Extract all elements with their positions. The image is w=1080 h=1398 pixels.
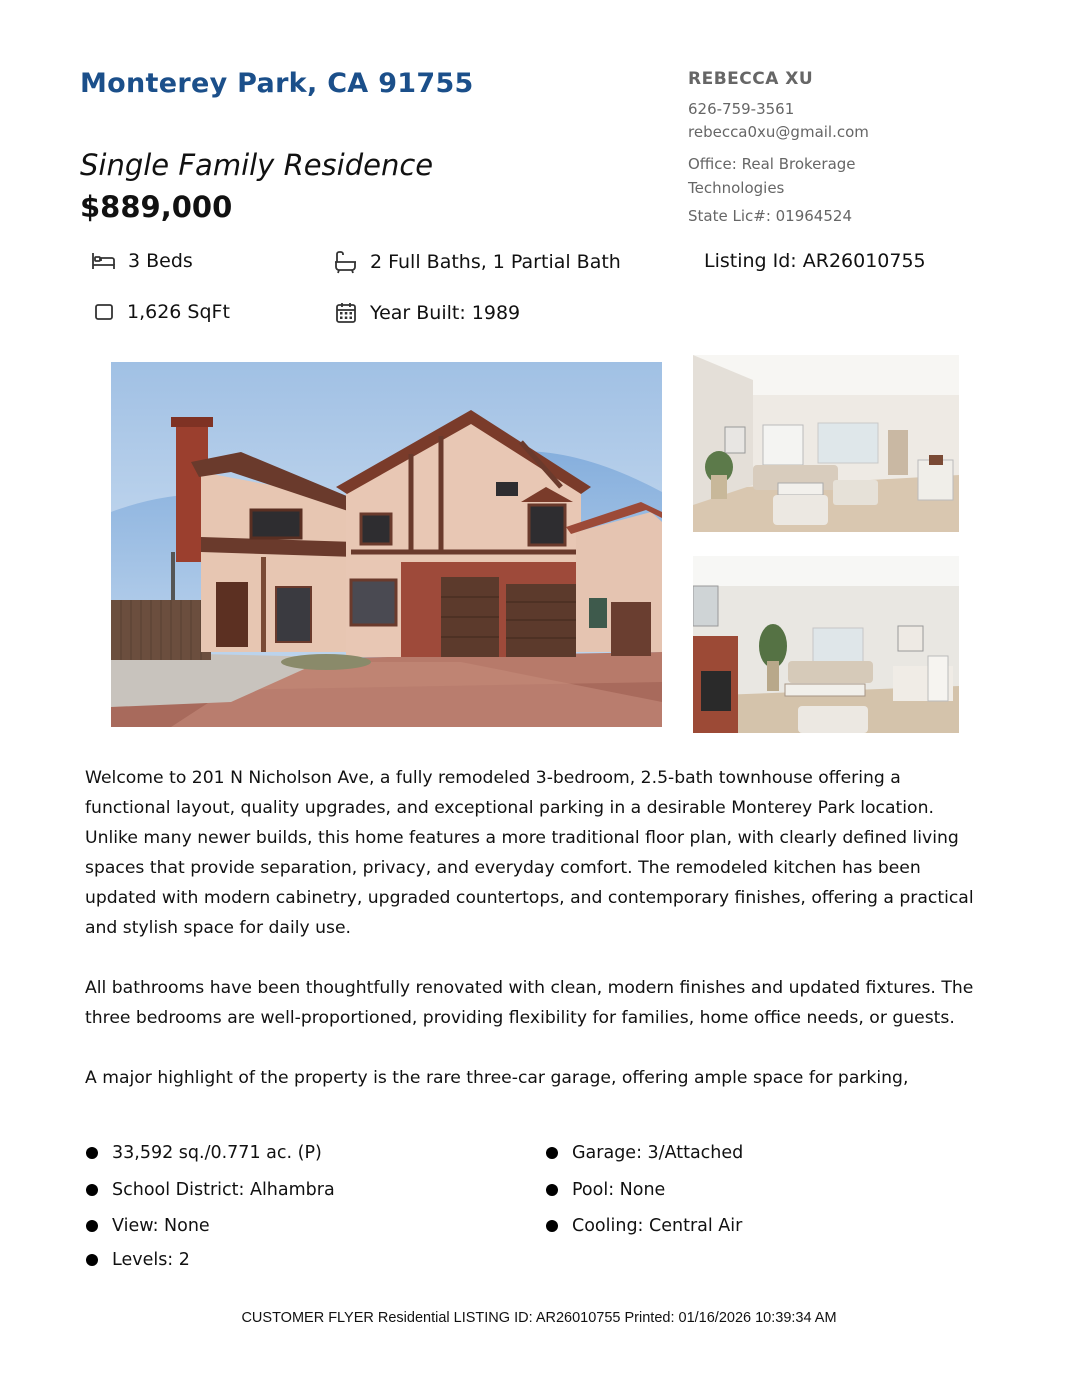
- year-built-label: Year Built: 1989: [370, 302, 521, 324]
- listing-price: $889,000: [80, 190, 233, 224]
- list-item: Cooling: Central Air: [546, 1216, 742, 1236]
- calendar-icon: [334, 301, 358, 325]
- agent-office-line1: Office: Real Brokerage: [688, 155, 856, 173]
- listing-description: [85, 763, 985, 1123]
- baths-label: 2 Full Baths, 1 Partial Bath: [370, 251, 621, 273]
- agent-license: State Lic#: 01964524: [688, 207, 852, 225]
- agent-office-line2: Technologies: [688, 179, 785, 197]
- agent-contact: [688, 68, 1008, 228]
- page-footer: CUSTOMER FLYER Residential LISTING ID: AR26010755 Printed: 01/16/2026 10:39:34 AM: [241, 1310, 837, 1326]
- fact-baths: [333, 250, 621, 274]
- bed-icon: [91, 250, 116, 272]
- description-paragraph-3: A major highlight of the property is the rare three-car garage, offering ample space for parking,: [85, 1068, 909, 1088]
- family-room-photo-illustration: [693, 556, 959, 733]
- list-item: School District: Alhambra: [86, 1180, 335, 1200]
- agent-name: REBECCA XU: [688, 69, 814, 89]
- fact-sqft: [93, 301, 230, 323]
- agent-phone[interactable]: 626-759-3561: [688, 100, 795, 118]
- list-item: Pool: None: [546, 1180, 665, 1200]
- description-paragraph-1: Welcome to 201 N Nicholson Ave, a fully remodeled 3-bedroom, 2.5-bath townhouse offering a functional layout, quality upgrades, and exceptional parking in a desirable Monterey Park location. Unlike many newer builds, this home features a more traditional floor plan, with clearly defined living spaces that provide separation, privacy, and everyday comfort. The remodeled kitchen has been updated with modern cabinetry, upgraded countertops, and contemporary finishes, offering a practical and stylish space for daily use.: [85, 768, 974, 938]
- square-icon: [93, 301, 115, 323]
- fact-listing-id: [704, 250, 926, 272]
- bathtub-icon: [333, 250, 358, 274]
- list-item: View: None: [86, 1216, 210, 1236]
- photo-family-room[interactable]: [693, 556, 959, 733]
- fact-beds: [91, 250, 193, 272]
- sqft-label: 1,626 SqFt: [127, 301, 230, 323]
- list-item: Garage: 3/Attached: [546, 1143, 743, 1163]
- fact-year-built: [334, 301, 520, 325]
- beds-label: 3 Beds: [128, 250, 193, 272]
- description-paragraph-2: All bathrooms have been thoughtfully renovated with clean, modern finishes and updated fixtures. The three bedrooms are well-proportioned, providing flexibility for families, home office needs, or guests.: [85, 978, 974, 1028]
- main-photo-exterior[interactable]: [111, 362, 662, 727]
- exterior-photo-illustration: [111, 362, 662, 727]
- listing-location: Monterey Park, CA 91755: [80, 68, 474, 99]
- photo-living-room[interactable]: [693, 355, 959, 532]
- living-room-photo-illustration: [693, 355, 959, 532]
- list-item: Levels: 2: [86, 1250, 190, 1270]
- property-type: Single Family Residence: [80, 148, 434, 182]
- listing-id-label: Listing Id: AR26010755: [704, 250, 926, 272]
- list-item: 33,592 sq./0.771 ac. (P): [86, 1143, 322, 1163]
- agent-email[interactable]: rebecca0xu@gmail.com: [688, 123, 869, 141]
